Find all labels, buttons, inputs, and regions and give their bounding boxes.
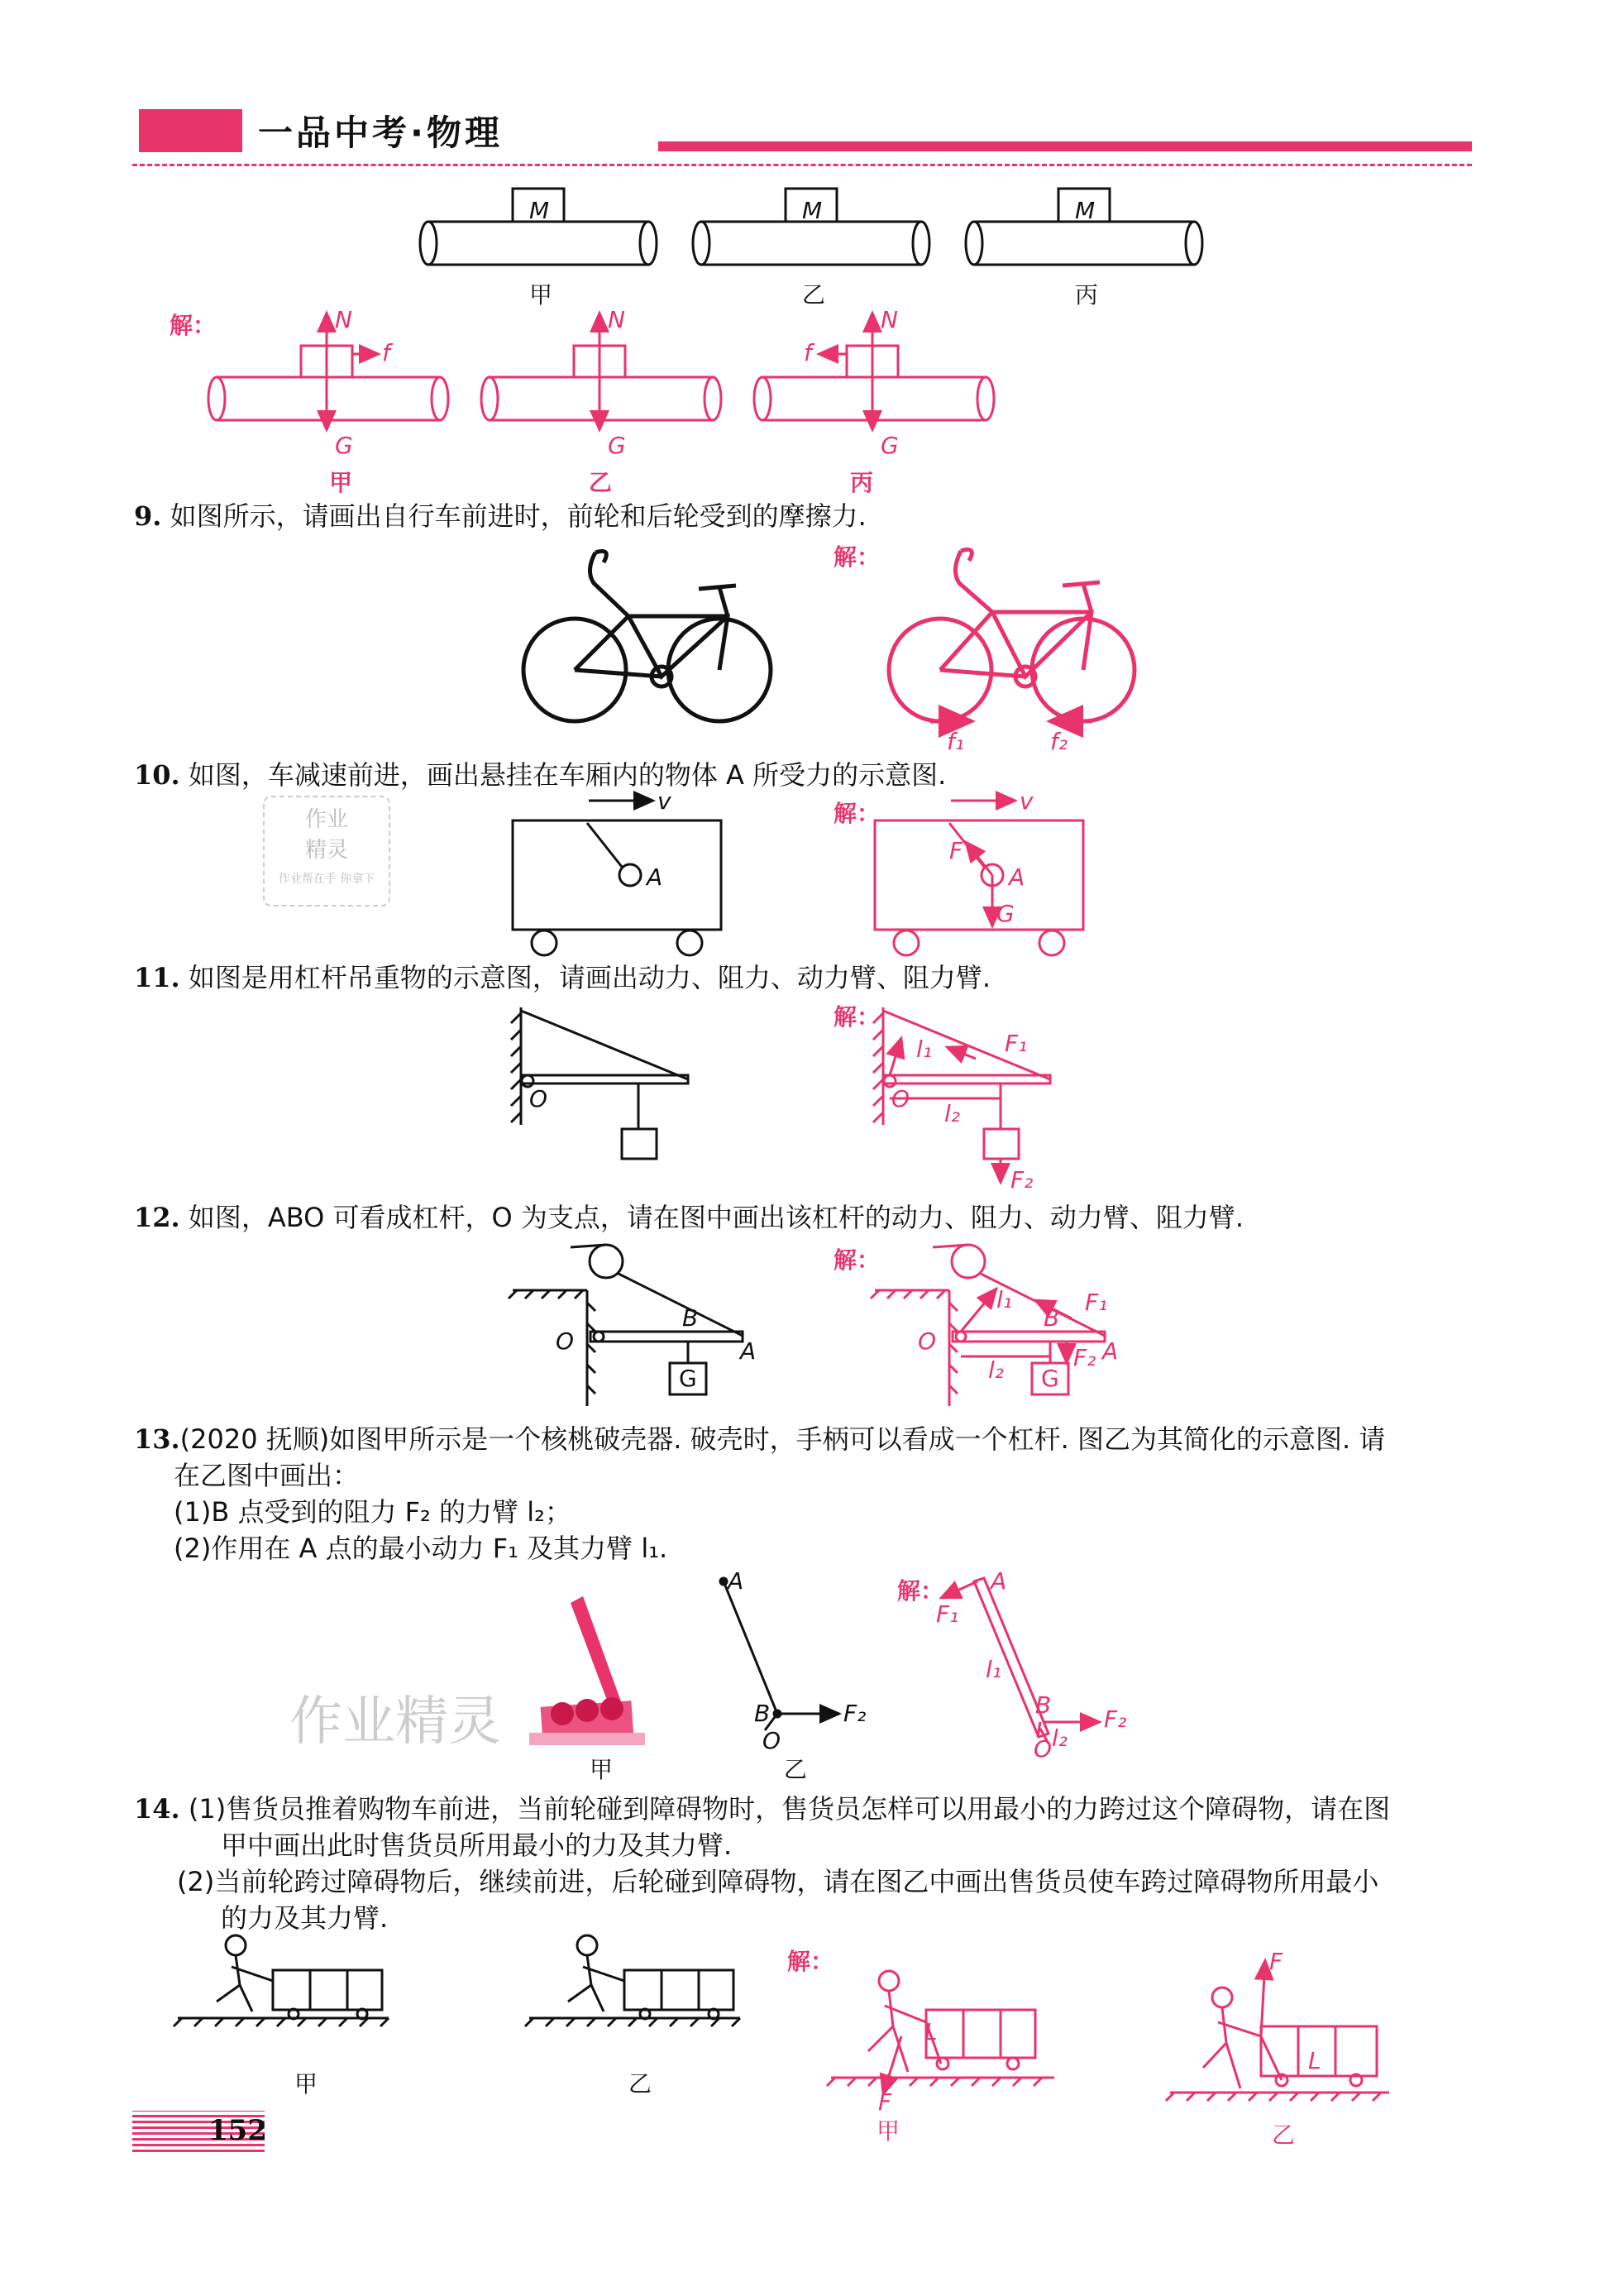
q8-answer-caption-jia: 甲 [329, 469, 353, 496]
q14-answer-caption-jia: 甲 [877, 2117, 900, 2145]
q8-caption-yi: 乙 [802, 281, 826, 309]
q8-answer-caption-bing: 丙 [850, 469, 874, 496]
q8-answer-yi [481, 313, 721, 430]
q13-answer-B: B [1035, 1691, 1052, 1719]
q8-N-jia: N [335, 306, 352, 333]
q14-cart-jia [174, 1935, 389, 2026]
q12-text [134, 1199, 1244, 1236]
q8-caption-jia: 甲 [529, 281, 553, 309]
watermark-line2: 精灵 [304, 838, 348, 863]
q13-sub1: (1)B 点受到的阻力 F₂ 的力臂 l₂； [174, 1496, 571, 1528]
q13-answer-F1: F₁ [936, 1600, 959, 1628]
q13-number: 13. [134, 1423, 180, 1455]
q10-A: A [647, 863, 663, 891]
q8-caption-bing: 丙 [1075, 281, 1099, 309]
q9-number: 9. [134, 500, 162, 532]
q14-answer-F-jia: F [878, 2088, 892, 2116]
q14-answer-L-yi: L [1308, 2047, 1321, 2074]
q14-caption-jia: 甲 [294, 2070, 318, 2097]
q14-cart-jia-answer [827, 1971, 1054, 2094]
q12-answer-l1: l₁ [996, 1286, 1013, 1313]
q13-line1 [134, 1421, 1474, 1457]
q12-answer-A: A [1102, 1337, 1119, 1365]
q10-body: 如图，车减速前进，画出悬挂在车厢内的物体 A 所受力的示意图. [188, 759, 947, 791]
q11-O: O [529, 1085, 548, 1112]
q12-answer-B: B [1044, 1304, 1060, 1332]
q12-body: 如图，ABO 可看成杠杆，O 为支点，请在图中画出该杠杆的动力、阻力、动力臂、阻力臂. [188, 1202, 1244, 1233]
q11-answer-F2: F₂ [1010, 1166, 1034, 1193]
q8-N-bing: N [881, 306, 898, 333]
q12-answer-F1: F₁ [1085, 1289, 1108, 1316]
q12-O: O [556, 1327, 575, 1355]
q9-answer-label: 解： [834, 543, 881, 571]
q10-car [513, 801, 721, 955]
q13-body-2: 在乙图中画出： [174, 1460, 360, 1491]
q10-text [134, 757, 946, 793]
q8-answer-jia [208, 313, 448, 430]
q13-nutcracker-image [529, 1596, 645, 1745]
q11-lever [511, 1007, 688, 1159]
q10-v: v [657, 787, 671, 815]
q8-f-jia: f [382, 339, 390, 366]
q8-box-label-bing: M [1075, 197, 1096, 224]
q10-answer-F: F [949, 837, 963, 864]
q8-answer-label: 解： [170, 312, 217, 339]
q12-answer-label: 解： [834, 1246, 881, 1274]
q10-answer-G: G [996, 900, 1015, 927]
q13-lever-answer [941, 1578, 1100, 1744]
q13-caption-yi: 乙 [784, 1756, 808, 1783]
q9-bicycle-answer [889, 550, 1134, 722]
q8-box-label-yi: M [802, 197, 823, 224]
q8-answer-caption-yi: 乙 [589, 469, 613, 496]
watermark-big: 作业精灵 [289, 1691, 501, 1753]
q11-answer-label: 解： [834, 1003, 881, 1031]
q10-number: 10. [134, 759, 180, 791]
q14-answer-caption-yi: 乙 [1272, 2121, 1296, 2149]
q10-answer-v: v [1020, 787, 1034, 815]
q13-body-1: (2020 抚顺)如图甲所示是一个核桃破壳器. 破壳时，手柄可以看成一个杠杆. 图乙为其简化的示意图. 请 [179, 1423, 1386, 1455]
q13-answer-F2: F₂ [1104, 1705, 1127, 1733]
q13-caption-jia: 甲 [590, 1756, 614, 1783]
q13-answer-label: 解： [897, 1577, 944, 1605]
watermark-stamp [263, 796, 390, 906]
q11-answer-O: O [891, 1085, 910, 1112]
q10-answer-A: A [1009, 863, 1025, 891]
q14-answer-L-jia: L [924, 2018, 938, 2045]
q14-cart-yi [525, 1935, 740, 2026]
q11-number: 11. [134, 962, 180, 993]
q11-answer-l2: l₂ [944, 1100, 961, 1127]
q14-answer-label: 解： [787, 1948, 834, 1975]
q8-answer-bing [754, 313, 994, 430]
page-number: 152 [208, 2114, 267, 2147]
q13-answer-l1: l₁ [986, 1656, 1002, 1683]
q12-B: B [682, 1304, 699, 1332]
q10-answer-label: 解： [834, 800, 881, 827]
q9-bicycle [523, 552, 771, 722]
q13-A: A [728, 1567, 744, 1595]
q13-sub2: (2)作用在 A 点的最小动力 F₁ 及其力臂 l₁. [174, 1533, 668, 1564]
q12-lever [509, 1245, 743, 1406]
q8-G-yi: G [608, 432, 626, 459]
q14-sub2-line2: 的力及其力臂. [221, 1902, 389, 1934]
q13-O: O [762, 1727, 781, 1754]
q11-text [134, 959, 991, 996]
watermark-line3: 作业帮在手 你拿下 [278, 873, 375, 886]
q13-answer-A: A [991, 1567, 1007, 1595]
q8-box-label-jia: M [529, 197, 550, 224]
q13-answer-O: O [1034, 1735, 1053, 1763]
q8-G-bing: G [881, 432, 899, 459]
q14-line1 [134, 1791, 1474, 1827]
q14-sub1-line1: (1)售货员推着购物车前进，当前轮碰到障碍物时，售货员怎样可以用最小的力跨过这个障碍物，请在图 [188, 1793, 1391, 1825]
q14-answer-F-yi: F [1269, 1948, 1283, 1975]
watermark-line1: 作业 [304, 807, 348, 832]
q13-lever-diagram [720, 1578, 839, 1730]
q14-caption-yi: 乙 [628, 2070, 652, 2097]
q12-G: G [679, 1365, 697, 1392]
q9-text [134, 498, 867, 534]
q9-body: 如图所示，请画出自行车前进时，前轮和后轮受到的摩擦力. [170, 500, 867, 532]
q8-G-jia: G [335, 432, 353, 459]
q14-text [134, 1791, 1474, 1936]
page-number-block [132, 2111, 265, 2152]
q12-A: A [740, 1337, 757, 1365]
q9-f2: f₂ [1050, 728, 1068, 755]
q12-answer-G: G [1041, 1365, 1059, 1392]
q13-B: B [754, 1700, 771, 1727]
q14-sub1-line2: 甲中画出此时售货员所用最小的力及其力臂. [221, 1830, 733, 1861]
q8-f-bing: f [804, 339, 812, 366]
q13-text [134, 1421, 1474, 1567]
q8-N-yi: N [608, 306, 625, 333]
q13-F2: F₂ [843, 1700, 867, 1727]
q12-answer-O: O [918, 1327, 937, 1355]
q11-body: 如图是用杠杆吊重物的示意图，请画出动力、阻力、动力臂、阻力臂. [188, 962, 991, 993]
book-title: 一品中考·物理 [258, 112, 503, 153]
q11-answer-l1: l₁ [916, 1036, 933, 1063]
q10-car-answer [875, 801, 1083, 955]
q9-f1: f₁ [947, 728, 965, 755]
q14-sub2-line1: (2)当前轮跨过障碍物后，继续前进，后轮碰到障碍物，请在图乙中画出售货员使车跨过障碍物所用最小 [177, 1866, 1379, 1897]
q14-cart-yi-answer [1166, 1960, 1389, 2101]
q12-answer-F2: F₂ [1073, 1344, 1096, 1371]
q11-answer-F1: F₁ [1005, 1030, 1028, 1057]
q12-number: 12. [134, 1202, 180, 1233]
q13-answer-l2: l₂ [1052, 1724, 1068, 1752]
q12-answer-l2: l₂ [988, 1356, 1005, 1384]
q14-number: 14. [134, 1793, 180, 1825]
